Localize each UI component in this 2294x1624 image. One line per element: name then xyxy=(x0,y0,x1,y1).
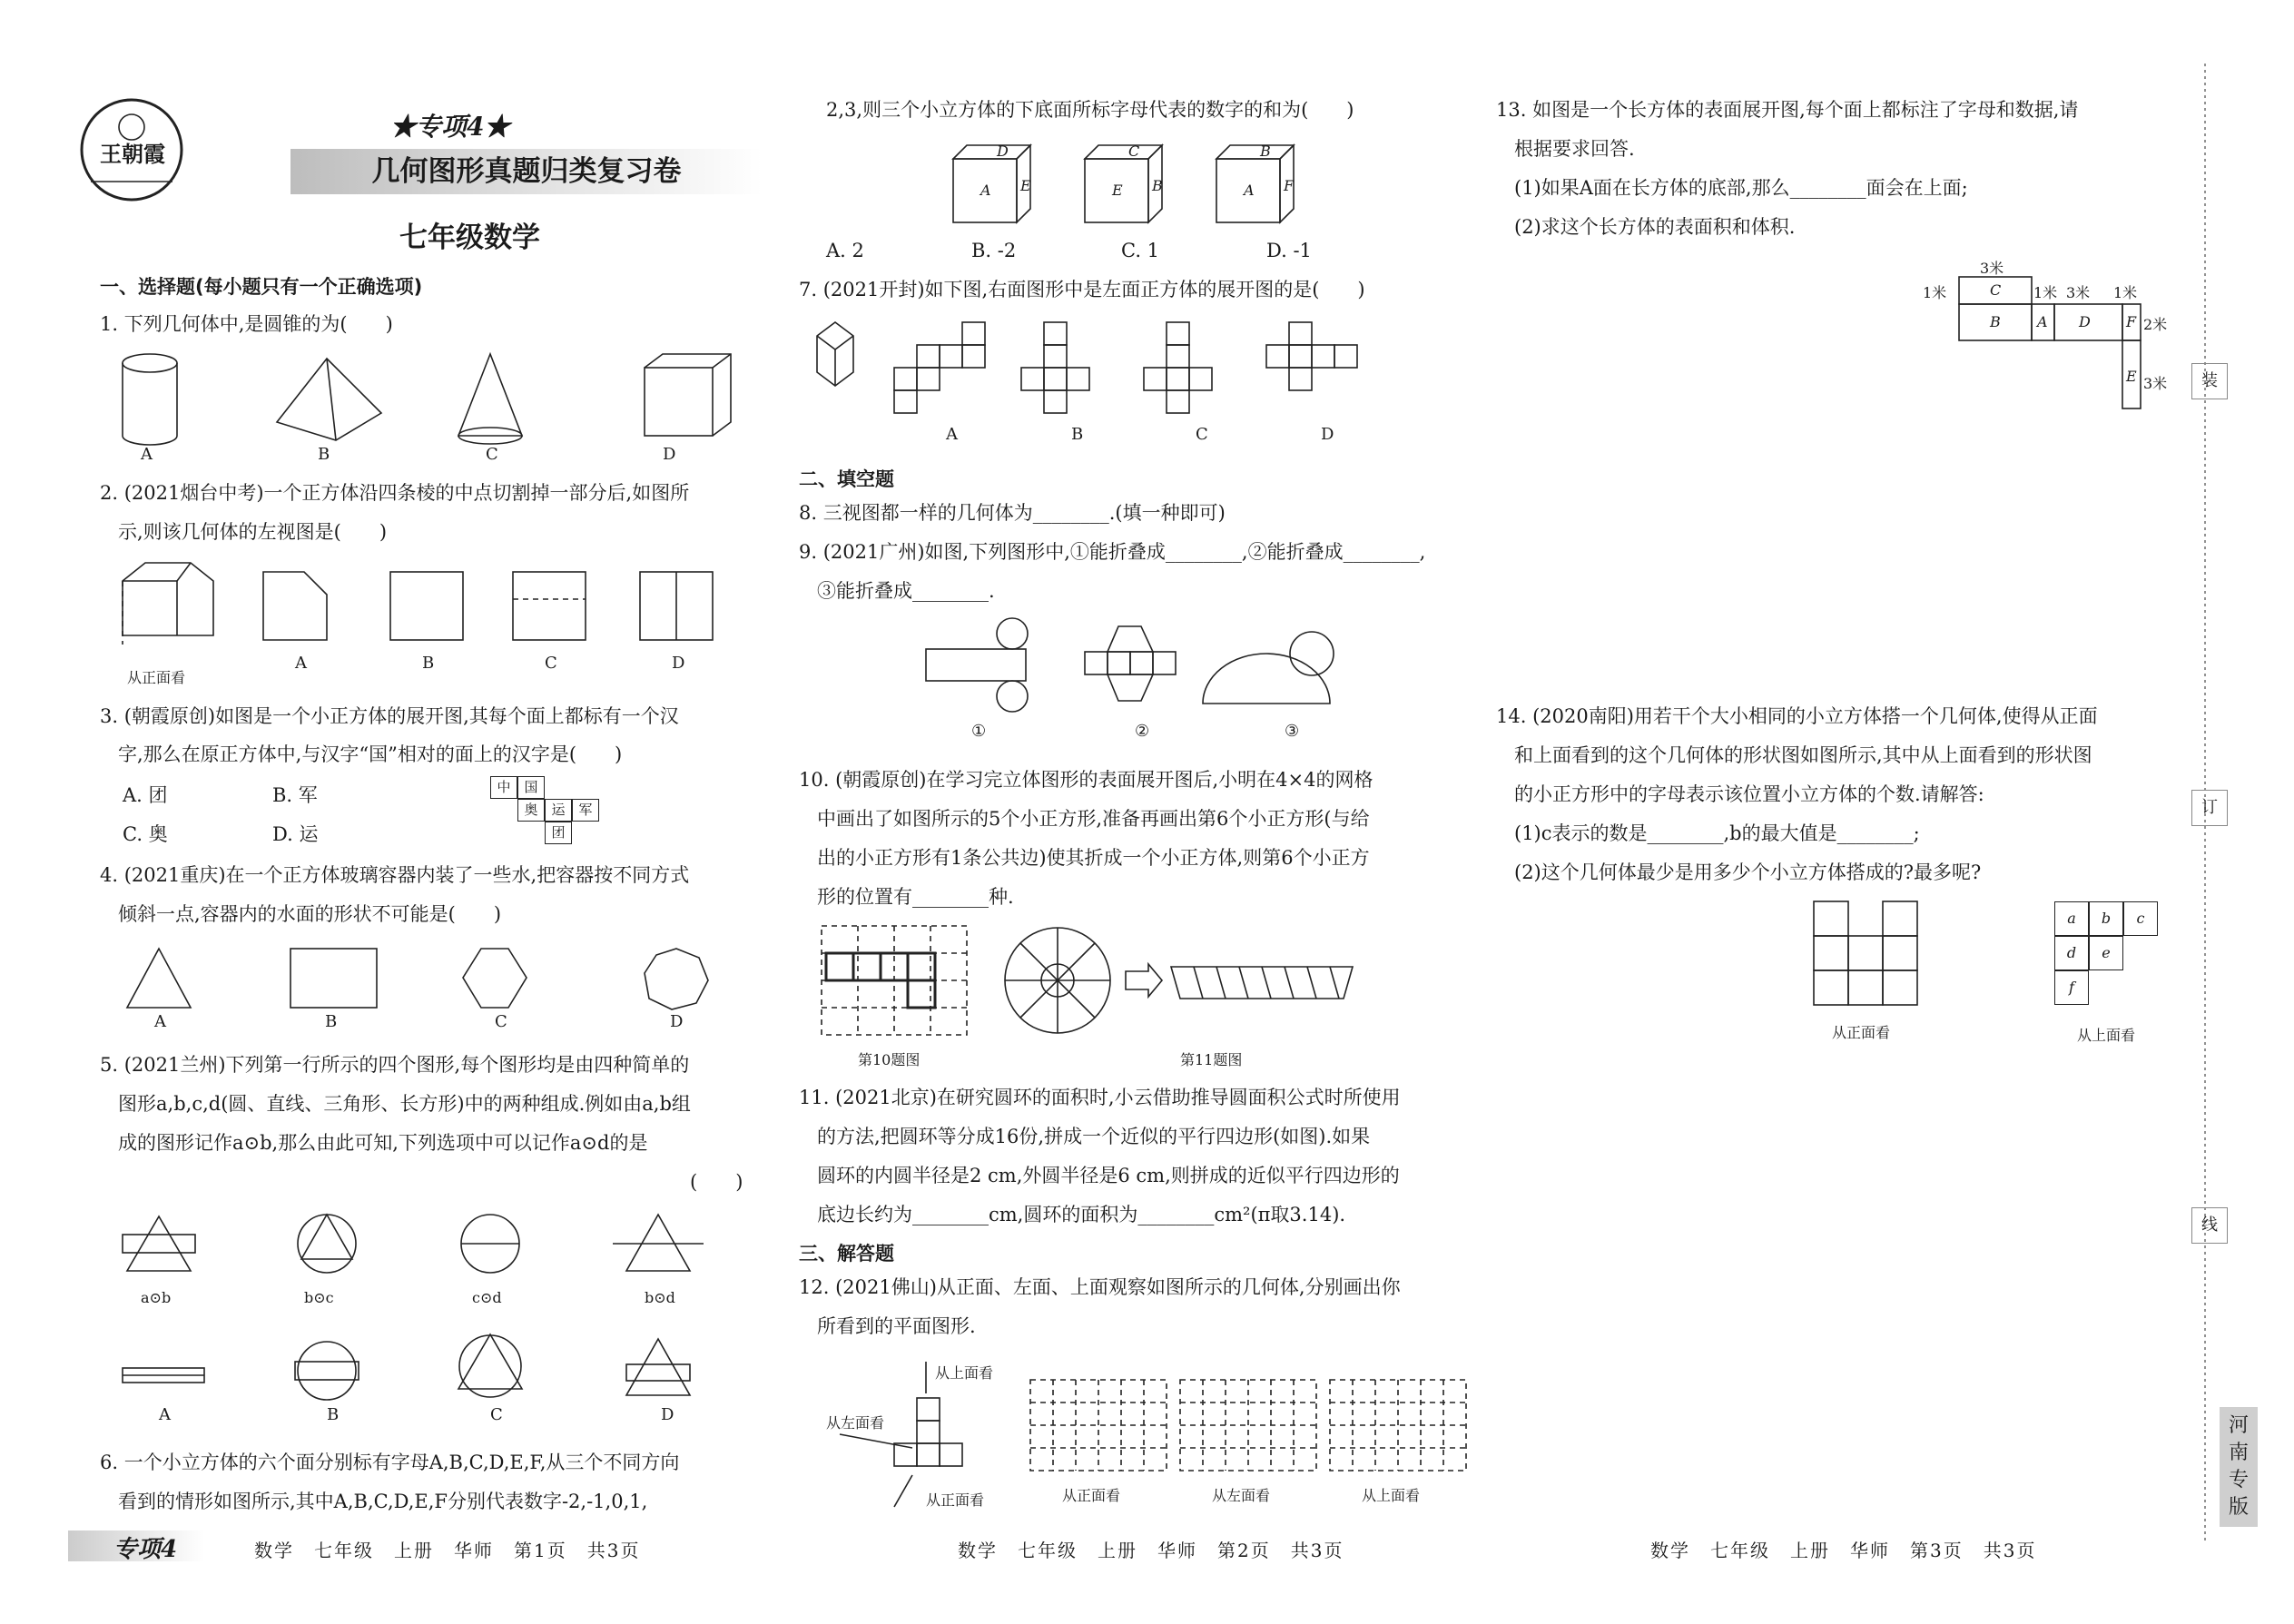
q11-caption: 第11题图 xyxy=(1180,1051,1243,1068)
dim-label: 1米 xyxy=(2033,284,2058,301)
q5-line3: 成的图形记作a⊙b,那么由此可知,下列选项中可以记作a⊙d的是 xyxy=(118,1132,648,1154)
q14-line4: (1)c表示的数是________,b的最大值是________; xyxy=(1514,822,1920,844)
cube-face: E xyxy=(1112,182,1123,199)
page-3 xyxy=(1496,0,2168,1624)
dim-label: 1米 xyxy=(2113,284,2138,301)
q12-solid xyxy=(831,1362,1012,1507)
q13-line2: 根据要求回答. xyxy=(1514,138,1635,160)
q13-line1: 13. 如图是一个长方体的表面展开图,每个面上都标注了字母和数据,请 xyxy=(1496,99,2079,121)
q2-caption: 从正面看 xyxy=(127,669,186,686)
net-face: D xyxy=(2079,313,2091,330)
net-face: A xyxy=(2037,313,2048,330)
binding-line xyxy=(2201,64,2210,1607)
q5-row1-label: b⊙d xyxy=(645,1289,675,1306)
q12-grids xyxy=(1030,1380,1502,1480)
net-cell: 军 xyxy=(572,799,599,822)
q6-opt-c: C. 1 xyxy=(1121,240,1160,261)
section-1-heading: 一、选择题(每小题只有一个正确选项) xyxy=(100,276,423,298)
q4-line1: 4. (2021重庆)在一个正方体玻璃容器内装了一些水,把容器按不同方式 xyxy=(100,864,690,886)
cube-face: A xyxy=(1244,182,1255,199)
q4-opt-a: A xyxy=(154,1012,166,1031)
top-cell: c xyxy=(2123,901,2158,936)
binding-mark: 订 xyxy=(2191,790,2228,826)
cube-face: A xyxy=(980,182,991,199)
q10-line4: 形的位置有________种. xyxy=(817,886,1014,908)
q12-grid-front: 从正面看 xyxy=(1062,1487,1121,1504)
q12-top-label: 从上面看 xyxy=(935,1364,994,1382)
q5-opt-d: D xyxy=(661,1405,674,1424)
q9-line1: 9. (2021广州)如图,下列图形中,①能折叠成________,②能折叠成________, xyxy=(799,541,1426,563)
q3-opt-d: D. 运 xyxy=(272,823,319,845)
q4-opt-d: D xyxy=(670,1012,684,1031)
q6-cubes xyxy=(953,141,1589,231)
footer-page-2: 数学 七年级 上册 华师 第2页 共3页 xyxy=(958,1540,1344,1561)
topic-label: ★专项4★ xyxy=(390,112,510,142)
q1-opt-d: D xyxy=(663,445,676,464)
net-cell: 运 xyxy=(545,799,572,822)
dim-label: 3米 xyxy=(2143,375,2168,392)
dim-label: 1米 xyxy=(1923,284,1947,301)
q12-left-label: 从左面看 xyxy=(826,1414,885,1432)
q4-opt-c: C xyxy=(495,1012,507,1031)
q2-line2: 示,则该几何体的左视图是( ) xyxy=(118,521,388,543)
net-face: F xyxy=(2126,313,2137,330)
q2-opt-a: A xyxy=(295,654,307,673)
q4-opt-b: B xyxy=(325,1012,338,1031)
q6-opt-d: D. -1 xyxy=(1266,240,1312,261)
page-title: 几何图形真题归类复习卷 xyxy=(290,149,763,194)
q14-top-view xyxy=(2054,901,2163,1010)
q9-figures xyxy=(926,617,1561,717)
q1-opt-b: B xyxy=(318,445,330,464)
footer-page-1: 数学 七年级 上册 华师 第1页 共3页 xyxy=(254,1540,641,1561)
top-cell: d xyxy=(2054,936,2089,970)
q14-front-label: 从正面看 xyxy=(1832,1024,1891,1041)
page-1 xyxy=(91,0,763,1624)
q3-opt-c: C. 奥 xyxy=(123,823,168,845)
q8-text: 8. 三视图都一样的几何体为________.(填一种即可) xyxy=(799,502,1226,524)
q5-row1-label: c⊙d xyxy=(472,1289,502,1306)
q6-opt-b: B. -2 xyxy=(971,240,1017,261)
q7-figures xyxy=(817,318,1471,436)
top-cell: b xyxy=(2089,901,2123,936)
q2-line1: 2. (2021烟台中考)一个正方体沿四条棱的中点切割掉一部分后,如图所 xyxy=(100,482,690,504)
q12-front-label: 从正面看 xyxy=(926,1491,985,1509)
edition-badge: 河南专版 xyxy=(2220,1407,2258,1527)
q5-opt-c: C xyxy=(490,1405,503,1424)
q6-line1: 6. 一个小立方体的六个面分别标有字母A,B,C,D,E,F,从三个不同方向 xyxy=(100,1452,680,1473)
q2-opt-d: D xyxy=(672,654,685,673)
q6-opt-a: A. 2 xyxy=(826,240,864,261)
q6-line3: 2,3,则三个小立方体的下底面所标字母代表的数字的和为( ) xyxy=(826,99,1354,121)
cube-face: C xyxy=(1128,143,1140,160)
q14-front-view xyxy=(1814,901,1932,1019)
net-cell: 奥 xyxy=(517,799,545,822)
q10-line2: 中画出了如图所示的5个小正方形,准备再画出第6个小正方形(与给 xyxy=(817,808,1370,830)
q1-opt-c: C xyxy=(486,445,498,464)
cube-face: F xyxy=(1284,177,1295,194)
q5-paren: ( ) xyxy=(690,1171,743,1193)
net-cell: 国 xyxy=(517,776,545,799)
q10-line1: 10. (朝霞原创)在学习完立体图形的表面展开图后,小明在4×4的网格 xyxy=(799,769,1373,791)
q1-text: 1. 下列几何体中,是圆锥的为( ) xyxy=(100,313,393,335)
q5-row1-label: a⊙b xyxy=(141,1289,172,1306)
net-face: E xyxy=(2126,368,2137,385)
cube-face: B xyxy=(1260,143,1271,160)
dim-label: 3米 xyxy=(2066,284,2091,301)
section-3-heading: 三、解答题 xyxy=(799,1243,894,1265)
q2-figures xyxy=(123,563,776,663)
binding-mark: 装 xyxy=(2191,363,2228,399)
q9-opt-1: ① xyxy=(971,722,987,741)
page-2 xyxy=(799,0,1471,1624)
q10-caption: 第10题图 xyxy=(858,1051,921,1068)
q7-opt-c: C xyxy=(1196,425,1208,444)
q5-row2 xyxy=(123,1330,758,1412)
q2-opt-b: B xyxy=(422,654,435,673)
top-cell: e xyxy=(2089,936,2123,970)
q9-line2: ③能折叠成________. xyxy=(817,580,995,602)
q12-line2: 所看到的平面图形. xyxy=(817,1315,976,1337)
q7-text: 7. (2021开封)如下图,右面图形中是左面正方体的展开图的是( ) xyxy=(799,279,1365,300)
q5-opt-a: A xyxy=(159,1405,171,1424)
q1-figures xyxy=(109,349,763,449)
q10-q11-figures xyxy=(822,926,1475,1044)
q7-opt-b: B xyxy=(1071,425,1084,444)
q2-opt-c: C xyxy=(545,654,557,673)
q7-opt-a: A xyxy=(946,425,958,444)
q5-line2: 图形a,b,c,d(圆、直线、三角形、长方形)中的两种组成.例如由a,b组 xyxy=(118,1093,691,1115)
q6-line2: 看到的情形如图所示,其中A,B,C,D,E,F分别代表数字-2,-1,0,1, xyxy=(118,1491,648,1512)
q10-line3: 出的小正方形有1条公共边)使其折成一个小正方体,则第6个小正方 xyxy=(817,847,1370,869)
q11-line3: 圆环的内圆半径是2 cm,外圆半径是6 cm,则拼成的近似平行四边形的 xyxy=(817,1165,1400,1186)
q14-line5: (2)这个几何体最少是用多少个小立方体搭成的?最多呢? xyxy=(1514,861,1982,883)
q5-line1: 5. (2021兰州)下列第一行所示的四个图形,每个图形均是由四种简单的 xyxy=(100,1054,690,1076)
q14-line1: 14. (2020南阳)用若干个大小相同的小立方体搭一个几何体,使得从正面 xyxy=(1496,705,2098,727)
q5-row1-label: b⊙c xyxy=(304,1289,334,1306)
cube-face: E xyxy=(1020,177,1031,194)
binding-mark: 线 xyxy=(2191,1207,2228,1244)
top-cell: a xyxy=(2054,901,2089,936)
top-cell: f xyxy=(2054,970,2089,1005)
q1-opt-a: A xyxy=(141,445,153,464)
q5-row1 xyxy=(123,1212,758,1294)
net-cell: 中 xyxy=(490,776,517,799)
footer-page-3: 数学 七年级 上册 华师 第3页 共3页 xyxy=(1650,1540,2037,1561)
q12-grid-left: 从左面看 xyxy=(1212,1487,1271,1504)
page-subtitle: 七年级数学 xyxy=(399,221,540,254)
q3-line2: 字,那么在原正方体中,与汉字“国”相对的面上的汉字是( ) xyxy=(118,743,623,765)
q11-line4: 底边长约为________cm,圆环的面积为________cm²(π取3.14). xyxy=(817,1204,1346,1225)
section-2-heading: 二、填空题 xyxy=(799,468,894,490)
brand-name: 王朝霞 xyxy=(100,141,165,167)
q14-line2: 和上面看到的这个几何体的形状图如图所示,其中从上面看到的形状图 xyxy=(1514,744,2092,766)
q14-top-label: 从上面看 xyxy=(2077,1027,2136,1044)
q13-line3: (1)如果A面在长方体的底部,那么________面会在上面; xyxy=(1514,177,1968,199)
q9-opt-2: ② xyxy=(1135,722,1150,741)
q3-net xyxy=(490,776,608,867)
cube-face: D xyxy=(997,143,1009,160)
q4-figures xyxy=(123,944,758,1017)
q11-line2: 的方法,把圆环等分成16份,拼成一个近似的平行四边形(如图).如果 xyxy=(817,1126,1371,1147)
q13-line4: (2)求这个长方体的表面积和体积. xyxy=(1514,216,1796,238)
dim-label: 3米 xyxy=(1980,260,2004,277)
footer-badge: 专项4 xyxy=(68,1530,204,1561)
q12-grid-top: 从上面看 xyxy=(1362,1487,1421,1504)
q11-line1: 11. (2021北京)在研究圆环的面积时,小云借助推导圆面积公式时所使用 xyxy=(799,1087,1401,1108)
cube-face: B xyxy=(1152,177,1163,194)
q14-line3: 的小正方形中的字母表示该位置小立方体的个数.请解答: xyxy=(1514,783,1984,805)
net-face: B xyxy=(1990,313,2001,330)
q7-opt-d: D xyxy=(1321,425,1334,444)
q3-line1: 3. (朝霞原创)如图是一个小正方体的展开图,其每个面上都标有一个汉 xyxy=(100,705,679,727)
net-face: C xyxy=(1990,281,2002,299)
q3-opt-b: B. 军 xyxy=(272,784,318,806)
net-cell: 团 xyxy=(545,822,572,844)
q4-line2: 倾斜一点,容器内的水面的形状不可能是( ) xyxy=(118,903,502,925)
dim-label: 2米 xyxy=(2143,316,2168,333)
q12-line1: 12. (2021佛山)从正面、左面、上面观察如图所示的几何体,分别画出你 xyxy=(799,1276,1401,1298)
q3-opt-a: A. 团 xyxy=(123,784,168,806)
q5-opt-b: B xyxy=(327,1405,340,1424)
q9-opt-3: ③ xyxy=(1285,722,1300,741)
